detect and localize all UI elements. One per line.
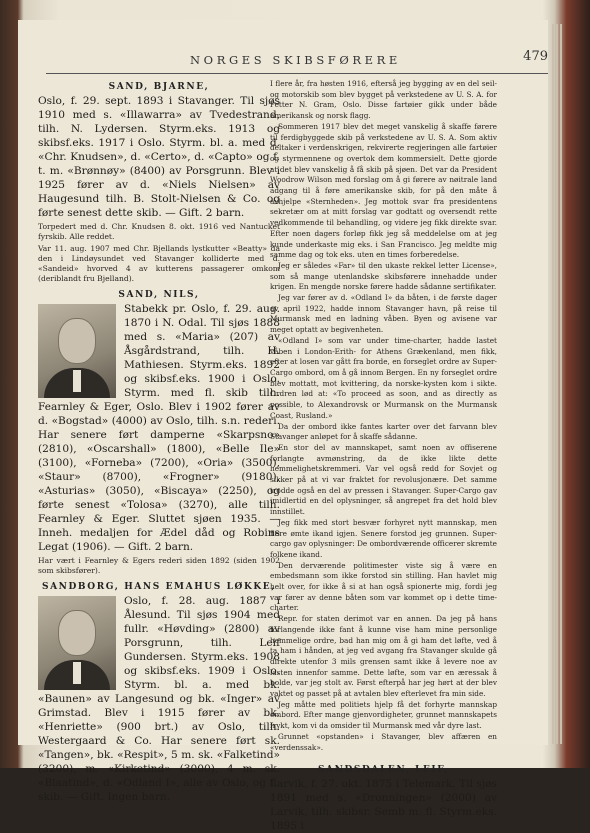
portrait-photo [38,304,116,398]
page-header [38,49,548,69]
narrative-paragraph: Jeg var fører av d. «Odland I» da båten, i de første dager av april 1922, hadde innom Stavanger havn, på reise til Murmansk med en ladning våben. Byen og avisene var meget optatt av begivenheten. [270,293,497,335]
entry-note: Var 11. aug. 1907 med Chr. Bjellands lystkutter «Beatty» da den i Lindøysundet ved Stavanger kolliderte med d. «Sandeid» hvorved 4 av kutterens passagerer omkom (deriblandt fru Bjelland). [38,244,280,283]
entry-note: Har vært i Fearnley & Egers rederi siden 1892 (siden 1902 som skibsfører). [38,556,280,575]
page-number: 479 [523,49,548,64]
narrative-paragraph: I flere år, fra høsten 1916, efterså jeg bygging av en del seil- og motorskib som blev bygget på verkstedene av U. S. A. for Petter N. Gram, Oslo. Disse fartøier gikk under både amerikansk og norsk flagg. [270,79,497,121]
entry-sandsdalen-leif [270,765,497,833]
narrative-paragraph: Grunnet «opstanden» i Stavanger, blev affæren en «verdenssak». [270,731,497,752]
page-edge [556,24,558,744]
narrative-paragraph: Repr. for staten derimot var en annen. Da jeg på hans forlangende ikke fant å kunne vise ham mine personlige hemmelige ordre, bad han mig om å gi ham det løfte, ved å ta ham i hånden, at jeg ved avgang fra Stavanger skulde gå direkte utenfor 3 mils grensen samt ikke å levere noe av lasten innenfor samme. Dette løfte, som var en æressak å holde, var jeg stolt av. Først efterpå har jeg hørt at der blev vaktet og passet på at avtalen blev efterlevet fra min side. [270,614,497,699]
narrative-paragraph: «Odland I» som var under time-charter, hadde lastet våben i London-Erith- for Athens Grækenland, men fikk, efter at losen var gått fra borde, en forseglet ordre av Super-Cargo ombord, om å gå innom Bergen. En ny forseglet ordre blev mottatt, mot kvittering, da norske-kysten kom i sikte. Ordren lød at: «To proceed as soon, and as directly as possible, to Alexandrovsk or Murmansk on the Murmansk Coast, Rusland.» [270,335,497,420]
right-column [270,79,497,833]
entry-text: Oslo, f. 28. aug. 1887 i Ålesund. Til sjøs 1904 med fullr. «Høvding» (2800) av Porsgrunn, tilh. Leif Gundersen. Styrm.eks. 1908 og skibsf.eks. 1909 i Oslo. Styrm. bl. a. med bk. «Baunen» av Langesund og bk. «Inger» av Grimstad. Blev i 1915 fører av bk. «Henriette» (900 brt.) av Oslo, tilh. Westergaard & Co. Har senere ført sk. «Tangen», bk. «Respit», 5 m. sk. «Falketind» (3200), m. «Kirketind» (3000), 4 m. sk. «Blaatind», d. «Odland I», alle av Oslo, og fl. skib. — Gift. Ingen barn. [38,595,280,803]
entry-sand-bjarne [38,82,280,284]
narrative-paragraph: Jeg måtte med politiets hjelp få det forhyrte mannskap ombord. Efter mange gjenvordigheter, grunnet mannskapets frykt, kom vi da omsider til Murmansk med vår dyre last. [270,699,497,731]
narrative-paragraph: Sommeren 1917 blev det meget vanskelig å skaffe førere til ferdigbyggede skib på verkstedene av U. S. A. Som aktiv deltaker i verdenskrigen, rekvirerte regjeringen alle fartøier og styrmennene og overtok dem kommersielt. Dette gjorde at det blev vanskelig å få skib på sjøen. Det var da President Woodrow Wilson med forslag om å gi førere av nøitrale land adgang til å føre amerikanske skib, for på den måte å avhjelpe «Sternheden». Jeg mottok svar fra presidentens sekretær om at mitt forslag var godtatt og oversendt rette vedkommende til behandling, og videre jeg fikk direkte svar. Efter noen dagers forløp fikk jeg så meddelelse om at jeg kunde underkaste mig eks. i San Francisco. Jeg meldte mig samme dag og tok eks. uten en times forberedelse. [270,121,497,260]
book-page [18,20,548,833]
entry-heading: SANDBORG, HANS EMAHUS LØKKE, [42,582,276,592]
entry-text: Oslo, f. 29. sept. 1893 i Stavanger. Til sjøs 1910 med s. «Illawarra» av Tvedestrand, tilh. N. Lydersen. Styrm.eks. 1913 og skibsf.eks. 1917 i Oslo. Styrm. bl. a. med d. «Chr. Knudsen», d. «Certo», d. «Capto» og f. t. m. «Brønnøy» (8400) av Porsgrunn. Blev i 1925 fører av d. «Niels Nielsen» av Haugesund tilh. B. Stolt-Nielsen & Co. og førte senest dette skib. — Gift. 2 barn. [38,95,280,219]
entry-text: Stabekk pr. Oslo, f. 29. aug. 1870 i N. Odal. Til sjøs 1888 med s. «Maria» (207) av Åsgårdstrand, tilh. H. Mathiesen. Styrm.eks. 1892 og skibsf.eks. 1900 i Oslo. Styrm. med fl. skib tilh. Fearnley & Eger, Oslo. Blev i 1902 fører av d. «Bogstad» (4000) av Oslo, tilh. s.n. rederi. Har senere ført damperne «Skarpsno» (2810), «Oscarshall» (1800), «Belle Ile» (3100), «Forneba» (7200), «Oria» (3500), «Staur» (8700), «Frogner» (9180), «Asturias» (3050), «Biscaya» (2250), og førte senest «Tolosa» (3270), alle tilh. Fearnley & Eger. Sluttet sjøen 1935. — Inneh. medaljen for Ædel dåd og Robins Legat (1906). — Gift. 2 barn. [38,303,280,553]
entry-sandborg-hans [38,582,280,804]
narrative-paragraph: Den derværende politimester viste sig å være en embedsmann som ikke forstod sin stilling. Han havlet mig helt over, for ikke å si at han også spionerte mig, fordi jeg var fører av denne båten som var kommet op i dette time-charter. [270,560,497,613]
entry-heading: SANDSDALEN, LEIF, [317,765,450,776]
portrait-photo [38,596,116,690]
running-title: NORGES SKIBSFØRERE [190,53,401,67]
entry-sand-nils [38,290,280,576]
header-rule [46,73,548,74]
left-column [38,82,280,804]
entry-note: Torpedert med d. Chr. Knudsen 8. okt. 1916 ved Nantucket fyrskib. Alle reddet. [38,222,280,241]
page-edge [560,24,562,744]
entry-text: Larvik, f. 27. okt. 1875 i Telemark. Til sjøs 1891 med s. «Dronningen» (2000) av Larvik, tilh. skibsr. Semb m. fl. Styrm.eks. 1895 i [270,778,497,833]
narrative-paragraph: Jeg er således «Far» til den ukaste rekkel letter License», som så mange utenlandske skibsførere innehadde under krigen. En mengde norske førere hadde sådanne sertifikater. [270,260,497,292]
entry-heading: SAND, NILS, [118,290,200,300]
page-edge [552,24,554,744]
narrative-paragraph: Jeg fikk med stort besvær forhyret nytt mannskap, men flere ømte ikand igjen. Senere forstod jeg grunnen. Super-cargo gav oplysninger: De ombordværende officerer skremte folkene ikand. [270,517,497,559]
narrative-paragraph: En stor del av mannskapet, samt noen av offiserene forlangte avmønstring, da de ikke likte dette hemmelighetskremmeri. Var vel også redd for Sovjet og sikker på at vi var fraktet for revolusjonære. Det samme trodde også en del av pressen i Stavanger. Super-Cargo gav imidlertid en del oplysninger, så angrepet fra det hold blev innstillet. [270,442,497,517]
narrative-paragraph: Da der ombord ikke fantes karter over det farvann blev Stavanger anløpet for å skaffe sådanne. [270,421,497,442]
entry-heading: SAND, BJARNE, [108,82,210,92]
